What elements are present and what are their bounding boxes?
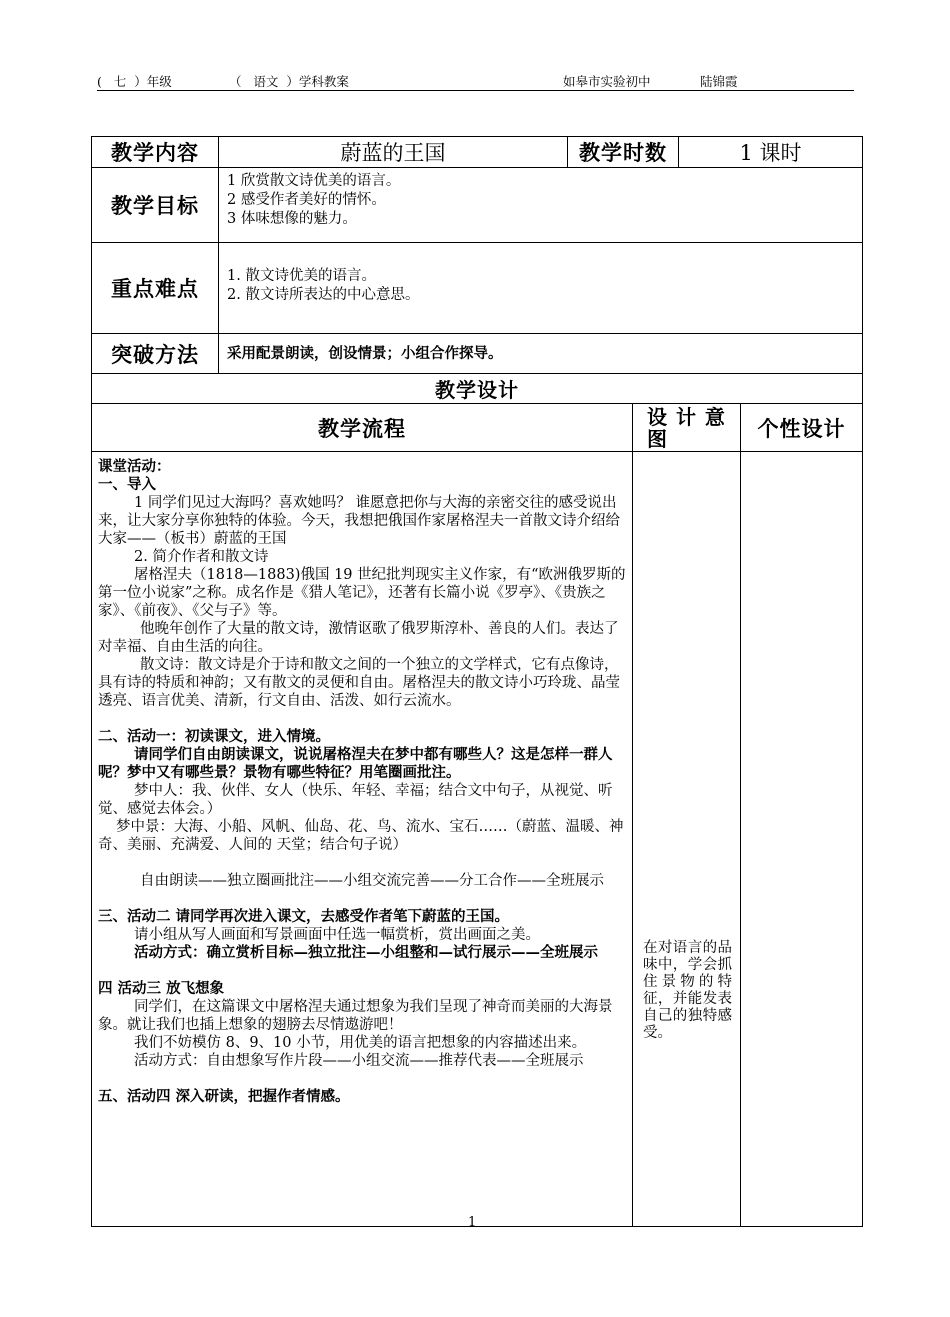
goal-item: 2 感受作者美好的情怀。 bbox=[227, 192, 386, 208]
process-paragraph: 2. 简介作者和散文诗 bbox=[134, 549, 269, 565]
teaching-process bbox=[92, 452, 633, 1227]
process-paragraph: 自由朗读——独立圈画批注——小组交流完善——分工合作——全班展示 bbox=[140, 873, 604, 889]
hours-value: 1 课时 bbox=[679, 137, 863, 168]
process-paragraph: 五、活动四 深入研读，把握作者情感。 bbox=[98, 1088, 350, 1105]
process-paragraph: 请同学们自由朗读课文，说说屠格涅夫在梦中都有哪些人？这是怎样一群人呢？梦中又有哪些景？景物有哪些特征？用笔圈画批注。 bbox=[98, 746, 613, 781]
content-label: 教学内容 bbox=[92, 137, 219, 168]
header-school: 如皋市实验初中 bbox=[563, 74, 651, 89]
personal-header: 个性设计 bbox=[741, 404, 863, 452]
header-grade: ( 七 ）年级 bbox=[97, 74, 172, 89]
design-intent: 在对语言的品味中，学会抓住景物的特征，并能发表自己的独特感受。 bbox=[633, 452, 741, 1227]
key-points-content bbox=[219, 243, 863, 334]
header-subject: （ 语文 ）学科教案 bbox=[229, 74, 349, 89]
goal-item: 1 欣赏散文诗优美的语言。 bbox=[227, 173, 401, 189]
method-content: 采用配景朗读，创设情景；小组合作探导。 bbox=[219, 334, 863, 374]
key-point-item: 1. 散文诗优美的语言。 bbox=[227, 268, 376, 284]
goal-item: 3 体味想像的魅力。 bbox=[227, 211, 357, 227]
process-paragraph: 课堂活动： bbox=[98, 458, 171, 475]
process-paragraph: 一、导入 bbox=[98, 476, 156, 493]
spacer bbox=[98, 890, 626, 908]
spacer bbox=[98, 962, 626, 980]
goals-label: 教学目标 bbox=[92, 168, 219, 243]
spacer bbox=[98, 1070, 626, 1088]
process-paragraph: 我们不妨模仿 8、9、10 小节，用优美的语言把想象的内容描述出来。 bbox=[134, 1035, 587, 1051]
goals-content bbox=[219, 168, 863, 243]
lesson-plan-table bbox=[91, 136, 863, 1227]
method-label: 突破方法 bbox=[92, 334, 219, 374]
process-paragraph: 同学们，在这篇课文中屠格涅夫通过想象为我们呈现了神奇而美丽的大海景象。就让我们也插上想象的翅膀去尽情遨游吧！ bbox=[98, 999, 613, 1033]
process-paragraph: 梦中景：大海、小船、风帆、仙岛、花、鸟、流水、宝石……（蔚蓝、温暖、神奇、美丽、充满爱、人间的 天堂；结合句子说） bbox=[98, 819, 624, 853]
header-teacher: 陆锦霞 bbox=[700, 74, 738, 89]
process-paragraph: 二、活动一：初读课文，进入情境。 bbox=[98, 728, 330, 745]
process-paragraph: 屠格涅夫（1818—1883)俄国 19 世纪批判现实主义作家，有“欧洲俄罗斯的第一位小说家”之称。成名作是《猎人笔记》，还著有长篇小说《罗亭》、《贵族之家》、《前夜》、《父与子》等。 bbox=[98, 567, 626, 619]
process-paragraph: 活动方式：确立赏析目标—独立批注—小组整和—试行展示——全班展示 bbox=[134, 944, 598, 961]
process-header: 教学流程 bbox=[92, 404, 633, 452]
lesson-title: 蔚蓝的王国 bbox=[219, 137, 568, 168]
spacer bbox=[98, 854, 626, 872]
process-paragraph: 1 同学们见过大海吗？喜欢她吗？ 谁愿意把你与大海的亲密交往的感受说出来，让大家分享你独特的体验。今天，我想把俄国作家屠格涅夫一首散文诗介绍给大家——（板书）蔚蓝的王国 bbox=[98, 495, 620, 547]
key-point-item: 2. 散文诗所表达的中心意思。 bbox=[227, 287, 420, 303]
page-number: 1 bbox=[468, 1215, 477, 1230]
process-paragraph: 他晚年创作了大量的散文诗，激情讴歌了俄罗斯淳朴、善良的人们。表达了对幸福、自由生活的向往。 bbox=[98, 621, 619, 655]
personal-design bbox=[741, 452, 863, 1227]
intent-header: 设 计 意 图 bbox=[633, 404, 741, 452]
process-paragraph: 三、活动二 请同学再次进入课文，去感受作者笔下蔚蓝的王国。 bbox=[98, 908, 510, 925]
key-points-label: 重点难点 bbox=[92, 243, 219, 334]
page-header bbox=[97, 72, 854, 91]
process-paragraph: 活动方式：自由想象写作片段——小组交流——推荐代表——全班展示 bbox=[134, 1053, 584, 1069]
process-paragraph: 梦中人：我、伙伴、女人（快乐、年轻、幸福；结合文中句子，从视觉、听觉、感觉去体会。） bbox=[98, 783, 613, 817]
hours-label: 教学时数 bbox=[568, 137, 679, 168]
process-paragraph: 四 活动三 放飞想象 bbox=[98, 980, 225, 997]
process-paragraph: 请小组从写人画面和写景画面中任选一幅赏析，赏出画面之美。 bbox=[134, 927, 540, 943]
process-paragraph: 散文诗：散文诗是介于诗和散文之间的一个独立的文学样式，它有点像诗，具有诗的特质和神韵；又有散文的灵便和自由。屠格涅夫的散文诗小巧玲珑、晶莹透亮、语言优美、清新，行文自由、活泼、如行云流水。 bbox=[98, 657, 620, 709]
spacer bbox=[98, 710, 626, 728]
design-title: 教学设计 bbox=[92, 374, 863, 404]
